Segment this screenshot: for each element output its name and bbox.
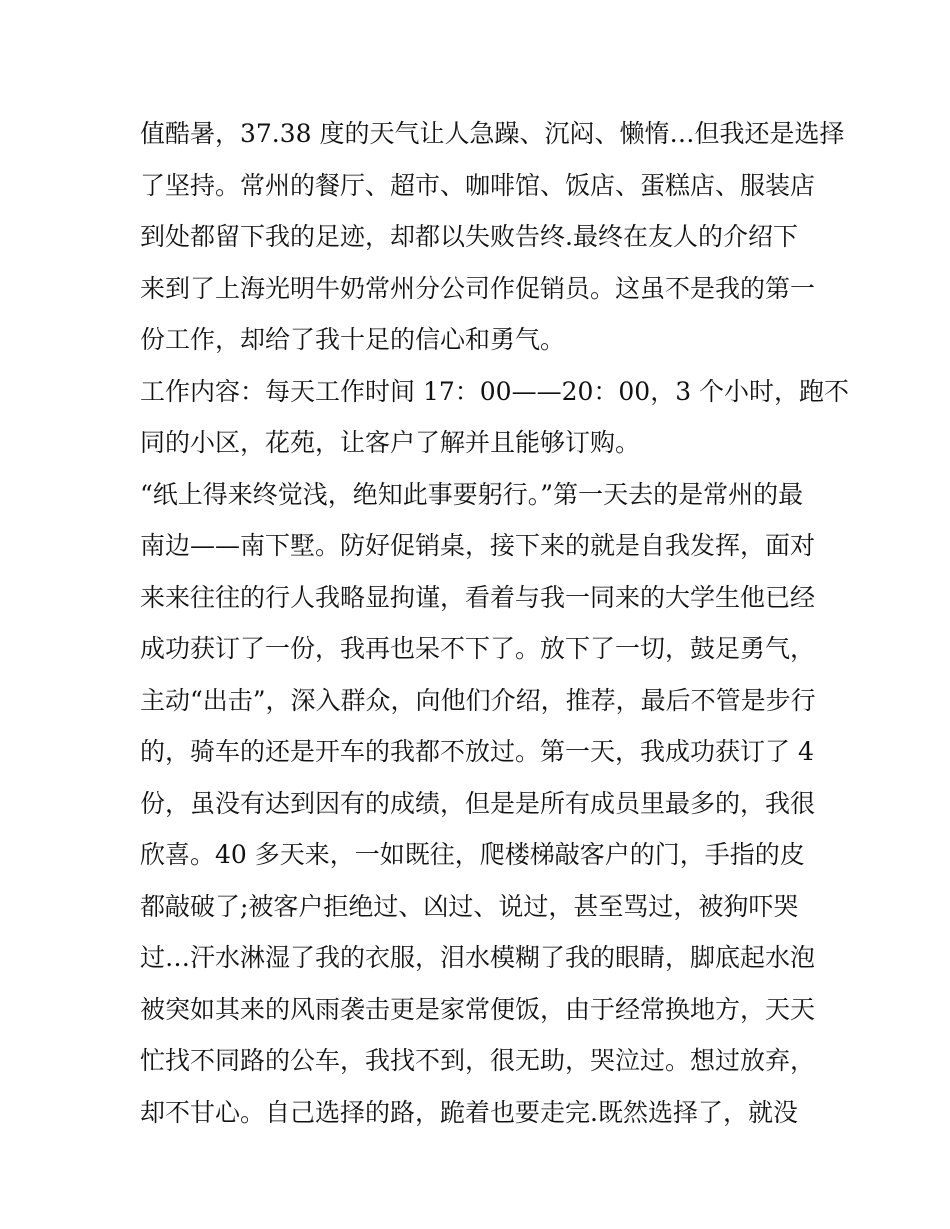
- text-line-17: 过…汗水淋湿了我的衣服，泪水模糊了我的眼睛，脚底起水泡: [140, 943, 816, 972]
- text-line-4: 来到了上海光明牛奶常州分公司作促销员。这虽不是我的第一: [140, 273, 816, 303]
- text-line-1: 值酷暑，37.38 度的天气让人急躁、沉闷、懒惰…但我还是选择: [140, 119, 845, 148]
- text-line-3: 到处都留下我的足迹，却都以失败告终.最终在友人的介绍下: [140, 222, 798, 251]
- text-line-8: “纸上得来终觉浅，绝知此事要躬行。”第一天去的是常州的最: [140, 479, 804, 509]
- text-line-5: 份工作，却给了我十足的信心和勇气。: [140, 325, 566, 354]
- body-text: [140, 108, 850, 1138]
- text-line-11: 成功获订了一份，我再也呆不下了。放下了一切，鼓足勇气，: [140, 634, 816, 663]
- text-line-10: 来来往往的行人我略显拘谨，看着与我一同来的大学生他已经: [140, 582, 816, 612]
- text-line-2: 了坚持。常州的餐厅、超市、咖啡馆、饭店、蛋糕店、服装店: [140, 170, 816, 200]
- text-line-18: 被突如其来的风雨袭击更是家常便饭，由于经常换地方，天天: [140, 994, 816, 1024]
- text-line-9: 南边——南下墅。防好促销桌，接下来的就是自我发挥，面对: [140, 531, 816, 560]
- text-line-6: 工作内容：每天工作时间 17：00——20：00，3 个小时，跑不: [140, 376, 850, 406]
- text-line-20: 却不甘心。自己选择的路，跪着也要走完.既然选择了，就没: [140, 1097, 798, 1127]
- text-line-12: 主动“出击”，深入群众，向他们介绍，推荐，最后不管是步行: [140, 685, 816, 715]
- text-line-7: 同的小区，花苑，让客户了解并且能够订购。: [140, 428, 641, 457]
- text-line-19: 忙找不同路的公车，我找不到，很无助，哭泣过。想过放弃，: [140, 1046, 816, 1075]
- text-line-15: 欣喜。40 多天来，一如既往，爬楼梯敲客户的门，手指的皮: [140, 840, 805, 869]
- text-line-13: 的，骑车的还是开车的我都不放过。第一天，我成功获订了 4: [140, 737, 814, 766]
- text-line-14: 份，虽没有达到因有的成绩，但是是所有成员里最多的，我很: [140, 788, 816, 818]
- text-line-16: 都敲破了;被客户拒绝过、凶过、说过，甚至骂过，被狗吓哭: [140, 891, 799, 921]
